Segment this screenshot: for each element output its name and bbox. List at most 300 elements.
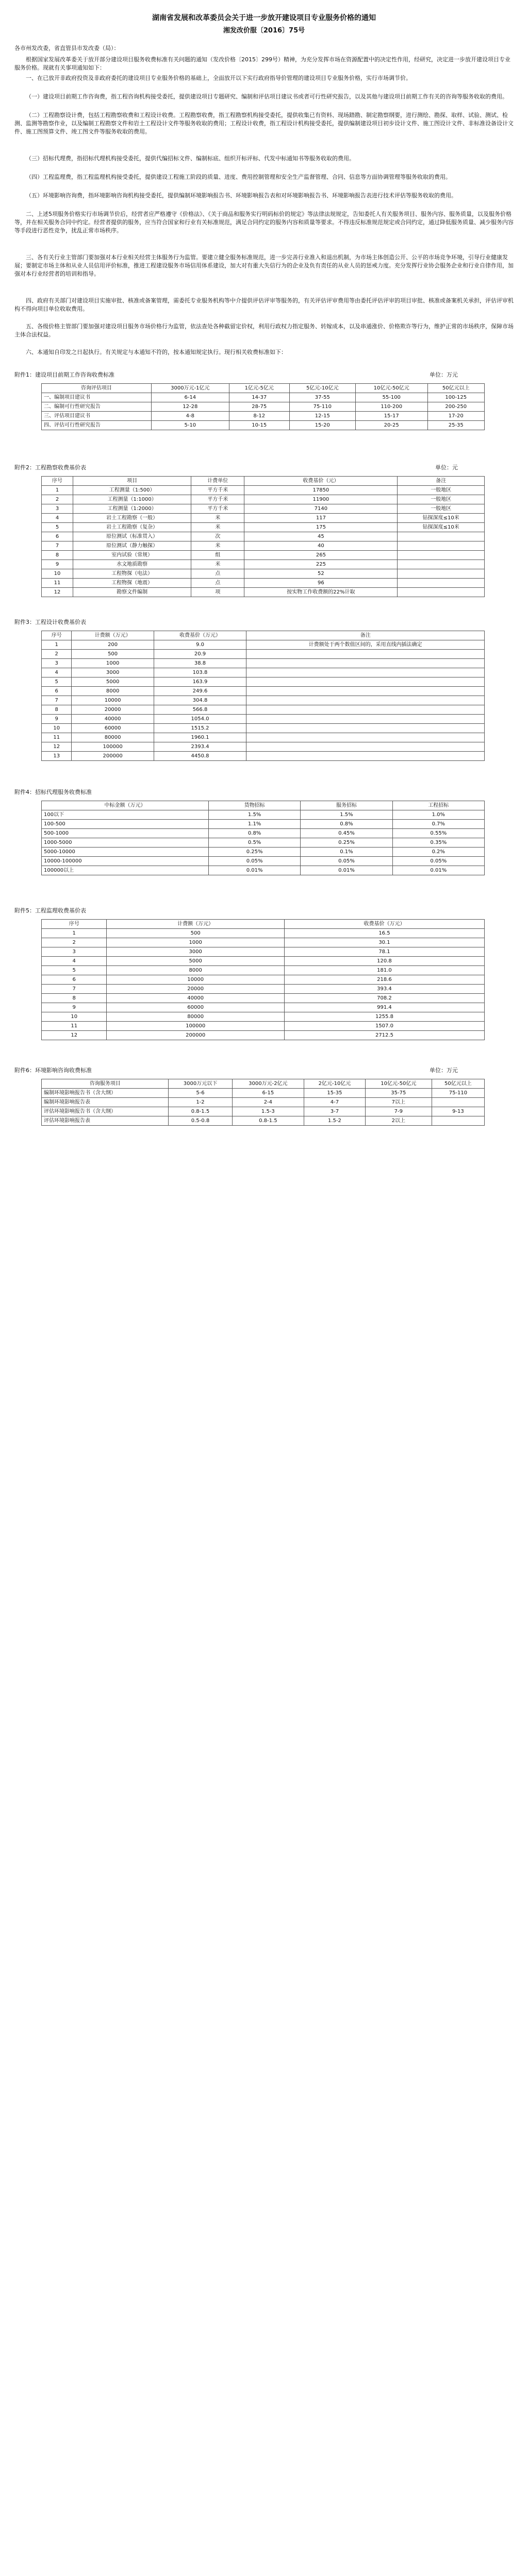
table-cell: 120.8 <box>284 957 484 966</box>
table-cell: 20000 <box>107 985 284 994</box>
table-cell: 勘察文件编制 <box>73 588 191 597</box>
table-row <box>42 650 485 659</box>
table-cell: 3 <box>42 659 72 668</box>
table-cell: 100-500 <box>42 820 209 829</box>
table-1-caption: 附件1：建设项目前期工作咨询收费标准 <box>14 371 114 378</box>
table-header-cell: 咨询评估项目 <box>42 384 152 393</box>
table-row <box>42 947 485 957</box>
table-cell: 4 <box>42 514 73 523</box>
table-header-row <box>42 384 485 393</box>
table-cell: 0.5% <box>208 838 300 848</box>
table-cell: 0.35% <box>392 838 484 848</box>
table-cell: 0.1% <box>301 848 392 857</box>
table-cell: 1515.2 <box>154 724 246 733</box>
paragraph-1: 根据国家发展改革委关于放开部分建设项目服务收费标准有关问题的通知（发改价格〔2015〕299号）精神，为充分发挥市场在资源配置中的决定性作用，经研究，决定进一步放开建设项目专业服务价格。现就有关事项通知如下： <box>14 56 510 71</box>
table-cell: 工程测量（1:2000） <box>73 504 191 514</box>
table-cell: 3 <box>42 947 107 957</box>
table-cell: 1000 <box>107 938 284 947</box>
table-row <box>42 966 485 975</box>
table-cell: 103.8 <box>154 668 246 677</box>
table-cell: 编制环境影响报告书（含大纲） <box>42 1089 169 1098</box>
table-cell: 10000 <box>107 975 284 985</box>
table-cell: 500 <box>107 929 284 938</box>
table-1-unit: 单位：万元 <box>430 371 458 378</box>
table-row <box>42 957 485 966</box>
paragraph-5: （三）招标代理费，指招标代理机构接受委托，提供代编招标文件、编制标底、组织开标评标、代发中标通知书等服务收取的费用。 <box>26 155 355 162</box>
table-cell: 6 <box>42 532 73 541</box>
table-cell: 0.01% <box>301 866 392 875</box>
table-row <box>42 677 485 687</box>
table-cell: 1255.8 <box>284 1012 484 1022</box>
table-cell: 7 <box>42 985 107 994</box>
table-header-cell: 5亿元-10亿元 <box>289 384 355 393</box>
table-cell: 7 <box>42 696 72 705</box>
table-cell: 10000 <box>72 696 154 705</box>
table-1 <box>41 383 485 430</box>
table-header-row <box>42 631 485 640</box>
table-cell: 12 <box>42 588 73 597</box>
table-cell <box>246 668 485 677</box>
table-cell <box>246 659 485 668</box>
table-cell: 100000 <box>72 742 154 752</box>
table-cell: 6 <box>42 975 107 985</box>
table-cell: 0.5-0.8 <box>169 1116 232 1126</box>
table-header-cell: 计费单位 <box>191 477 244 486</box>
table-cell: 10 <box>42 569 73 579</box>
table-cell: 38.8 <box>154 659 246 668</box>
table-cell: 10 <box>42 724 72 733</box>
table-row <box>42 975 485 985</box>
table-cell: 10-15 <box>229 421 289 430</box>
table-row <box>42 687 485 696</box>
table-header-cell: 序号 <box>42 477 73 486</box>
table-row <box>42 402 485 412</box>
table-cell: 225 <box>244 560 398 569</box>
table-cell: 按实物工作收费额的22%计取 <box>244 588 398 597</box>
table-row <box>42 848 485 857</box>
table-cell: 钻探深度≤10米 <box>398 514 485 523</box>
table-cell <box>246 752 485 761</box>
table-row <box>42 1003 485 1012</box>
table-row <box>42 705 485 715</box>
table-cell: 工程物探（地震） <box>73 579 191 588</box>
doc-number: 湘发改价服〔2016〕75号 <box>223 27 305 35</box>
table-cell: 304.8 <box>154 696 246 705</box>
paragraph-6: （四）工程监理费，指工程监理机构接受委托，提供建设工程施工阶段的质量、进度、费用控制管理和安全生产监督管理、合同、信息等方面协调管理等服务收取的费用。 <box>26 174 451 180</box>
table-2-caption: 附件2：工程勘察收费基价表 <box>14 464 86 471</box>
table-cell: 80000 <box>72 733 154 742</box>
table-cell: 一般地区 <box>398 495 485 504</box>
table-cell <box>246 724 485 733</box>
table-row <box>42 929 485 938</box>
table-cell: 4450.8 <box>154 752 246 761</box>
table-cell: 1.5% <box>301 810 392 820</box>
table-row <box>42 569 485 579</box>
table-cell: 200000 <box>72 752 154 761</box>
table-cell: 7-9 <box>365 1107 432 1116</box>
table-header-row <box>42 477 485 486</box>
table-cell: 0.45% <box>301 829 392 838</box>
table-row <box>42 541 485 551</box>
table-cell: 原位测试（标准贯入） <box>73 532 191 541</box>
table-header-cell: 序号 <box>42 631 72 640</box>
table-cell: 45 <box>244 532 398 541</box>
table-header-cell: 备注 <box>246 631 485 640</box>
table-cell: 米 <box>191 514 244 523</box>
table-cell: 117 <box>244 514 398 523</box>
table-cell: 15-17 <box>355 412 427 421</box>
paragraph-12: 六、本通知自印发之日起执行。有关规定与本通知不符的，按本通知规定执行。现行相关收费标准如下： <box>26 349 287 355</box>
table-cell: 平方千米 <box>191 495 244 504</box>
table-row <box>42 829 485 838</box>
table-cell <box>246 677 485 687</box>
table-cell: 一般地区 <box>398 504 485 514</box>
table-cell: 10000-100000 <box>42 857 209 866</box>
table-cell: 0.05% <box>208 857 300 866</box>
table-cell: 8000 <box>72 687 154 696</box>
table-cell: 249.6 <box>154 687 246 696</box>
table-cell: 水文地质勘察 <box>73 560 191 569</box>
table-cell: 点 <box>191 579 244 588</box>
table-cell: 岩土工程勘察（复杂） <box>73 523 191 532</box>
table-cell: 项 <box>191 588 244 597</box>
table-cell: 9-13 <box>432 1107 484 1116</box>
table-cell: 2 <box>42 650 72 659</box>
table-row <box>42 715 485 724</box>
table-cell <box>398 588 485 597</box>
table-cell: 200-250 <box>427 402 484 412</box>
table-cell: 1.0% <box>392 810 484 820</box>
table-cell <box>398 560 485 569</box>
table-cell: 0.8-1.5 <box>232 1116 304 1126</box>
table-cell: 1.1% <box>208 820 300 829</box>
table-cell: 12 <box>42 742 72 752</box>
table-2 <box>41 476 485 597</box>
table-row <box>42 393 485 402</box>
table-cell: 编制环境影响报告表 <box>42 1098 169 1107</box>
table-cell: 2-4 <box>232 1098 304 1107</box>
table-cell: 7 <box>42 541 73 551</box>
table-cell: 3000 <box>107 947 284 957</box>
table-cell: 5 <box>42 966 107 975</box>
table-header-cell: 50亿元以上 <box>432 1079 484 1089</box>
table-cell: 17850 <box>244 486 398 495</box>
table-cell: 9.0 <box>154 640 246 650</box>
table-cell: 25-35 <box>427 421 484 430</box>
table-header-cell: 3000万元-2亿元 <box>232 1079 304 1089</box>
table-cell: 28-75 <box>229 402 289 412</box>
table-cell: 40000 <box>107 994 284 1003</box>
table-cell: 30.1 <box>284 938 484 947</box>
table-cell: 3 <box>42 504 73 514</box>
table-cell: 11900 <box>244 495 398 504</box>
table-cell: 平方千米 <box>191 504 244 514</box>
table-header-cell: 计费额（万元） <box>107 920 284 929</box>
table-cell <box>246 696 485 705</box>
table-5-caption: 附件5：工程监理收费基价表 <box>14 907 86 914</box>
table-cell: 4 <box>42 957 107 966</box>
table-cell: 12-15 <box>289 412 355 421</box>
table-cell: 1 <box>42 486 73 495</box>
table-cell: 181.0 <box>284 966 484 975</box>
table-cell: 15-20 <box>289 421 355 430</box>
table-header-cell: 收费基价（万元） <box>154 631 246 640</box>
table-cell: 12 <box>42 1031 107 1040</box>
table-row <box>42 640 485 650</box>
table-row <box>42 696 485 705</box>
table-3-caption: 附件3：工程设计收费基价表 <box>14 619 86 625</box>
table-cell: 0.2% <box>392 848 484 857</box>
paragraph-11: 五、各级价格主管部门要加强对建设项目服务市场价格行为监管，依法查处各种截留定价权，利用行政权力指定服务、转嫁成本，以及串通涨价、价格欺诈等行为，维护正常的市场秩序，保障市场主体合法权益。 <box>14 323 514 338</box>
table-cell: 4 <box>42 668 72 677</box>
table-cell: 三、评估项目建议书 <box>42 412 152 421</box>
table-cell: 60000 <box>72 724 154 733</box>
table-row <box>42 810 485 820</box>
table-cell: 8 <box>42 994 107 1003</box>
table-cell: 566.8 <box>154 705 246 715</box>
table-cell: 11 <box>42 1022 107 1031</box>
table-cell: 0.01% <box>208 866 300 875</box>
table-row <box>42 752 485 761</box>
table-cell: 15-35 <box>304 1089 366 1098</box>
paragraph-9: 三、各有关行业主管部门要加强对本行业相关经营主体服务行为监管。要建立健全服务标准规范，进一步完善行业准入和退出机制，为市场主体创造公开、公平的市场竞争环境，引导行业健康发展；要制定市场主体和从业人员信用评价标准，推进工程建设服务市场信用体系建设，加大对有重大失信行为的企业及负有责任的从业人员的惩戒力度。充分发挥行业协会服务企业和行业自律作用，加强对本行业经营者的培训和指导。 <box>14 254 514 277</box>
table-3 <box>41 631 485 761</box>
table-row <box>42 421 485 430</box>
table-cell: 评估环境影响报告书（含大纲） <box>42 1107 169 1116</box>
table-cell: 60000 <box>107 1003 284 1012</box>
table-cell: 8 <box>42 705 72 715</box>
paragraph-2: 一、在已放开非政府投资及非政府委托的建设项目专业服务价格的基础上，全面放开以下实行政府指导价管理的建设项目专业服务价格，实行市场调节价。 <box>26 75 411 81</box>
table-row <box>42 504 485 514</box>
table-cell: 75-110 <box>432 1089 484 1098</box>
table-cell: 2 <box>42 938 107 947</box>
table-row <box>42 857 485 866</box>
table-cell: 钻探深度≤10米 <box>398 523 485 532</box>
table-cell: 8000 <box>107 966 284 975</box>
table-row <box>42 514 485 523</box>
table-cell: 2以上 <box>365 1116 432 1126</box>
table-5 <box>41 919 485 1040</box>
table-cell: 米 <box>191 541 244 551</box>
table-cell: 12-28 <box>151 402 229 412</box>
table-cell: 80000 <box>107 1012 284 1022</box>
table-row <box>42 1116 485 1126</box>
table-cell: 8-12 <box>229 412 289 421</box>
table-cell: 100-125 <box>427 393 484 402</box>
table-row <box>42 412 485 421</box>
table-cell: 1 <box>42 640 72 650</box>
table-cell: 5-6 <box>169 1089 232 1098</box>
table-cell: 3-7 <box>304 1107 366 1116</box>
table-header-cell: 50亿元以上 <box>427 384 484 393</box>
table-cell: 13 <box>42 752 72 761</box>
table-cell: 20-25 <box>355 421 427 430</box>
table-cell: 四、评估可行性研究报告 <box>42 421 152 430</box>
table-cell: 9 <box>42 715 72 724</box>
table-cell: 0.55% <box>392 829 484 838</box>
table-header-cell: 咨询服务项目 <box>42 1079 169 1089</box>
table-cell: 6-14 <box>151 393 229 402</box>
paragraph-4: （二）工程勘察设计费，包括工程勘察收费和工程设计收费。工程勘察收费，指工程勘察机构接受委托，提供收集已有资料、现场踏勘、制定勘察纲要，进行测绘、勘探、取样、试验、测试、检测、监测等勘察作业，以及编制工程勘察文件和岩土工程设计文件等服务收取的费用；工程设计收费，指工程设计机构接受委托，提供编制建设项目初步设计文件、施工图设计文件、非标准设备设计文件、施工图预算文件、竣工图文件等服务收取的费用。 <box>14 112 514 135</box>
table-cell: 5-10 <box>151 421 229 430</box>
table-cell: 16.5 <box>284 929 484 938</box>
table-cell: 40 <box>244 541 398 551</box>
table-row <box>42 724 485 733</box>
table-cell: 175 <box>244 523 398 532</box>
table-row <box>42 985 485 994</box>
table-cell <box>432 1116 484 1126</box>
table-cell: 3000 <box>72 668 154 677</box>
table-cell: 1960.1 <box>154 733 246 742</box>
table-cell: 8 <box>42 551 73 560</box>
table-6-caption: 附件6：环境影响咨询收费标准 <box>14 1067 92 1074</box>
table-cell: 1-2 <box>169 1098 232 1107</box>
table-2-unit: 单位：元 <box>435 464 458 471</box>
table-cell <box>398 541 485 551</box>
table-4 <box>41 801 485 875</box>
table-header-cell: 收费基价（元） <box>244 477 398 486</box>
table-cell: 6-15 <box>232 1089 304 1098</box>
table-cell: 组 <box>191 551 244 560</box>
table-cell: 96 <box>244 579 398 588</box>
table-row <box>42 659 485 668</box>
table-cell: 0.7% <box>392 820 484 829</box>
table-cell: 35-75 <box>365 1089 432 1098</box>
table-row <box>42 938 485 947</box>
addressee: 各市州发改委，省直管县市发改委（局）： <box>14 45 120 52</box>
table-cell <box>398 579 485 588</box>
table-cell: 218.6 <box>284 975 484 985</box>
table-cell <box>246 705 485 715</box>
table-cell <box>246 733 485 742</box>
table-cell: 评估环境影响报告表 <box>42 1116 169 1126</box>
table-row <box>42 579 485 588</box>
table-row <box>42 495 485 504</box>
table-cell: 200 <box>72 640 154 650</box>
table-cell: 37-55 <box>289 393 355 402</box>
table-cell: 1000 <box>72 659 154 668</box>
table-cell: 次 <box>191 532 244 541</box>
table-row <box>42 532 485 541</box>
table-cell <box>432 1098 484 1107</box>
table-cell: 岩土工程勘察（一般） <box>73 514 191 523</box>
table-cell: 10 <box>42 1012 107 1022</box>
table-cell: 75-110 <box>289 402 355 412</box>
table-row <box>42 1012 485 1022</box>
table-cell: 平方千米 <box>191 486 244 495</box>
table-cell: 原位测试（静力触探） <box>73 541 191 551</box>
table-cell: 110-200 <box>355 402 427 412</box>
table-cell: 6 <box>42 687 72 696</box>
doc-title: 湖南省发展和改革委员会关于进一步放开建设项目专业服务价格的通知 <box>152 14 376 22</box>
table-cell <box>398 569 485 579</box>
table-cell: 点 <box>191 569 244 579</box>
table-cell: 7140 <box>244 504 398 514</box>
table-cell: 11 <box>42 579 73 588</box>
table-cell: 5000 <box>107 957 284 966</box>
table-cell <box>246 742 485 752</box>
table-4-caption: 附件4：招标代理服务收费标准 <box>14 789 92 795</box>
table-row <box>42 733 485 742</box>
table-cell: 52 <box>244 569 398 579</box>
table-header-cell: 1亿元-5亿元 <box>229 384 289 393</box>
table-cell: 计费额处于两个数值区间的，采用直线内插法确定 <box>246 640 485 650</box>
table-cell: 5000-10000 <box>42 848 209 857</box>
table-cell: 二、编制可行性研究报告 <box>42 402 152 412</box>
table-cell: 100以下 <box>42 810 209 820</box>
table-row <box>42 994 485 1003</box>
paragraph-7: （五）环境影响咨询费，指环境影响咨询机构接受委托，提供编制环境影响报告书、环境影响报告表和对环境影响报告书、环境影响报告表进行技术评估等服务收取的费用。 <box>26 192 457 199</box>
table-header-cell: 3000万元-1亿元 <box>151 384 229 393</box>
table-row <box>42 1031 485 1040</box>
table-header-cell: 中标金额（万元） <box>42 801 209 810</box>
table-cell <box>246 650 485 659</box>
table-cell: 500 <box>72 650 154 659</box>
table-cell: 0.8% <box>208 829 300 838</box>
table-cell <box>246 715 485 724</box>
table-cell: 2712.5 <box>284 1031 484 1040</box>
table-cell: 200000 <box>107 1031 284 1040</box>
table-cell: 20000 <box>72 705 154 715</box>
table-cell: 工程测量（1:500） <box>73 486 191 495</box>
table-cell <box>246 687 485 696</box>
table-cell: 9 <box>42 1003 107 1012</box>
table-cell: 一、编制项目建议书 <box>42 393 152 402</box>
table-cell: 工程测量（1:1000） <box>73 495 191 504</box>
table-row <box>42 838 485 848</box>
table-cell: 100000以上 <box>42 866 209 875</box>
table-row <box>42 551 485 560</box>
table-row <box>42 668 485 677</box>
paragraph-8: 二、上述5项服务价格实行市场调节价后，经营者应严格遵守《价格法》、《关于商品和服务实行明码标价的规定》等法律法规规定，告知委托人有关服务项目、服务内容、服务质量，以及服务价格等，并在相关服务合同中约定。经营者提供的服务，应当符合国家和行业有关标准规范，满足合同约定的服务内容和质量等要求。不得违反标准规范规定或合同约定，通过降低服务质量、减少服务内容等手段进行恶性竞争，扰乱正常市场秩序。 <box>14 211 514 234</box>
table-cell: 708.2 <box>284 994 484 1003</box>
table-header-row <box>42 801 485 810</box>
table-cell: 工程物探（电法） <box>73 569 191 579</box>
table-header-cell: 计费额（万元） <box>72 631 154 640</box>
table-row <box>42 820 485 829</box>
table-cell: 1.5-2 <box>304 1116 366 1126</box>
table-cell: 5000 <box>72 677 154 687</box>
table-cell: 室内试验（常规） <box>73 551 191 560</box>
table-cell: 7以上 <box>365 1098 432 1107</box>
table-cell: 一般地区 <box>398 486 485 495</box>
table-header-cell: 序号 <box>42 920 107 929</box>
table-cell: 100000 <box>107 1022 284 1031</box>
table-cell: 163.9 <box>154 677 246 687</box>
table-cell: 0.8-1.5 <box>169 1107 232 1116</box>
table-cell: 米 <box>191 560 244 569</box>
table-cell: 0.01% <box>392 866 484 875</box>
table-header-cell: 货物招标 <box>208 801 300 810</box>
table-header-cell: 项目 <box>73 477 191 486</box>
table-cell: 0.05% <box>392 857 484 866</box>
table-row <box>42 523 485 532</box>
table-cell: 0.25% <box>301 838 392 848</box>
table-cell: 2 <box>42 495 73 504</box>
table-header-cell: 10亿元-50亿元 <box>365 1079 432 1089</box>
table-cell: 991.4 <box>284 1003 484 1012</box>
table-cell: 1000-5000 <box>42 838 209 848</box>
table-header-cell: 收费基价（万元） <box>284 920 484 929</box>
table-cell: 1.5% <box>208 810 300 820</box>
table-cell: 11 <box>42 733 72 742</box>
table-header-cell: 2亿元-10亿元 <box>304 1079 366 1089</box>
table-cell: 0.25% <box>208 848 300 857</box>
table-header-cell: 10亿元-50亿元 <box>355 384 427 393</box>
paragraph-10: 四、政府有关部门对建设项目实施审批、核准或备案管理，需委托专业服务机构等中介提供评估评审等服务的，有关评估评审费用等由委托评估评审的项目审批、核准或备案机关承担，评估评审机构不得向项目单位收取费用。 <box>14 297 514 312</box>
table-row <box>42 742 485 752</box>
table-cell: 9 <box>42 560 73 569</box>
